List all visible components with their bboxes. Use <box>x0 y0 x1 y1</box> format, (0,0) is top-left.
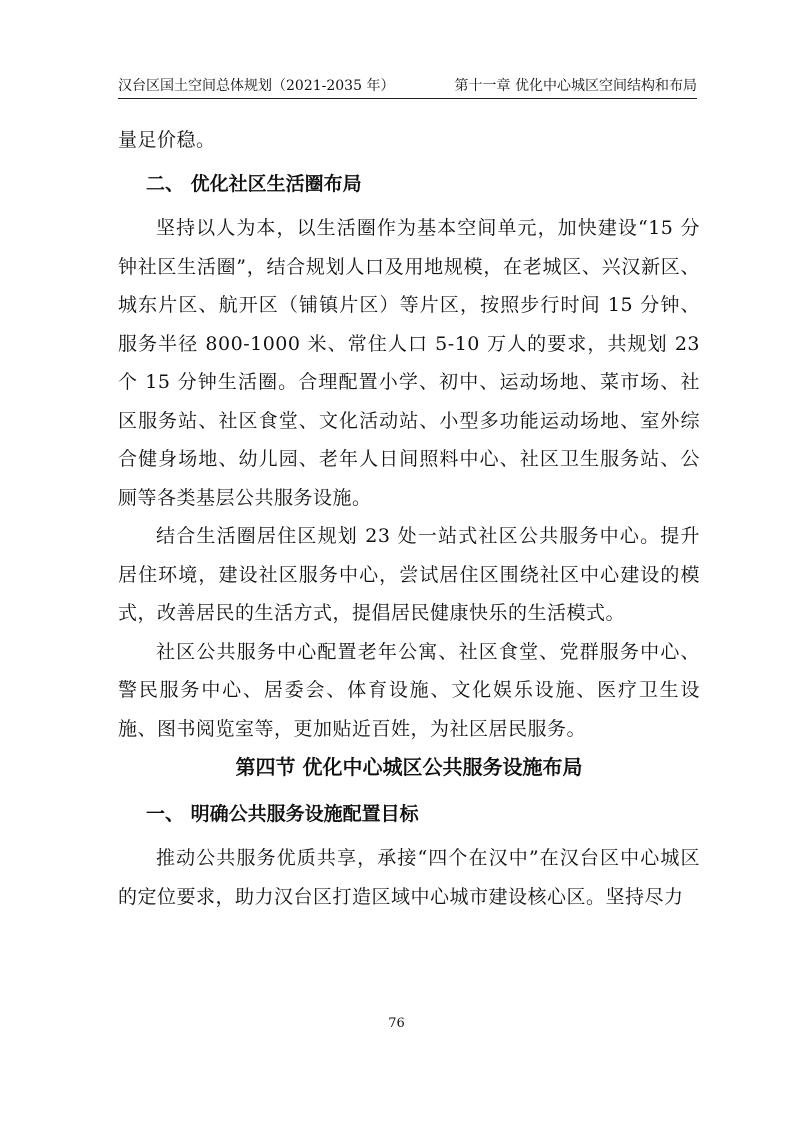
header-chapter-title: 第十一章 优化中心城区空间结构和布局 <box>454 78 697 94</box>
section-title-public-facilities: 第四节 优化中心城区公共服务设施布局 <box>235 755 583 779</box>
paragraph-life-circle-planning: 坚持以人为本，以生活圈作为基本空间单元，加快建设“15 分钟社区生活圈”，结合规划人口及用地规模，在老城区、兴汉新区、城东片区、航开区（铺镇片区）等片区，按照步行时间 15 分钟、服务半径 800-1000 米、常住人口 5-10 万人的要求，共规划 23 个 15 分钟生活圈。合理配置小学、初中、运动场地、菜市场、社区服务站、社区食堂、文化活动站、小型多功能运动场地、室外综合健身场地、幼儿园、老年人日间照料中心、社区卫生服务站、公厕等各类基层公共服务设施。 <box>118 217 700 509</box>
continuation-text: 量足价稳。 <box>118 129 216 151</box>
header-document-title: 汉台区国土空间总体规划（2021-2035 年） <box>118 78 395 94</box>
page-body <box>118 121 700 916</box>
paragraph-service-center-config: 社区公共服务中心配置老年公寓、社区食堂、党群服务中心、警民服务中心、居委会、体育设施、文化娱乐设施、医疗卫生设施、图书阅览室等，更加贴近百姓，为社区居民服务。 <box>118 640 700 740</box>
page-header <box>118 74 697 99</box>
section-heading-facility-targets: 一、 明确公共服务设施配置目标 <box>146 802 419 825</box>
section-heading-community-life-circle: 二、 优化社区生活圈布局 <box>146 172 362 195</box>
paragraph-service-centers: 结合生活圈居住区规划 23 处一站式社区公共服务中心。提升居住环境，建设社区服务中心，尝试居住区围绕社区中心建设的模式，改善居民的生活方式，提倡居民健康快乐的生活模式。 <box>118 525 700 624</box>
paragraph-public-service-sharing: 推动公共服务优质共享，承接“四个在汉中”在汉台区中心城区的定位要求，助力汉台区打造区域中心城市建设核心区。坚持尽力 <box>118 847 700 908</box>
page-number: 76 <box>388 1016 405 1031</box>
